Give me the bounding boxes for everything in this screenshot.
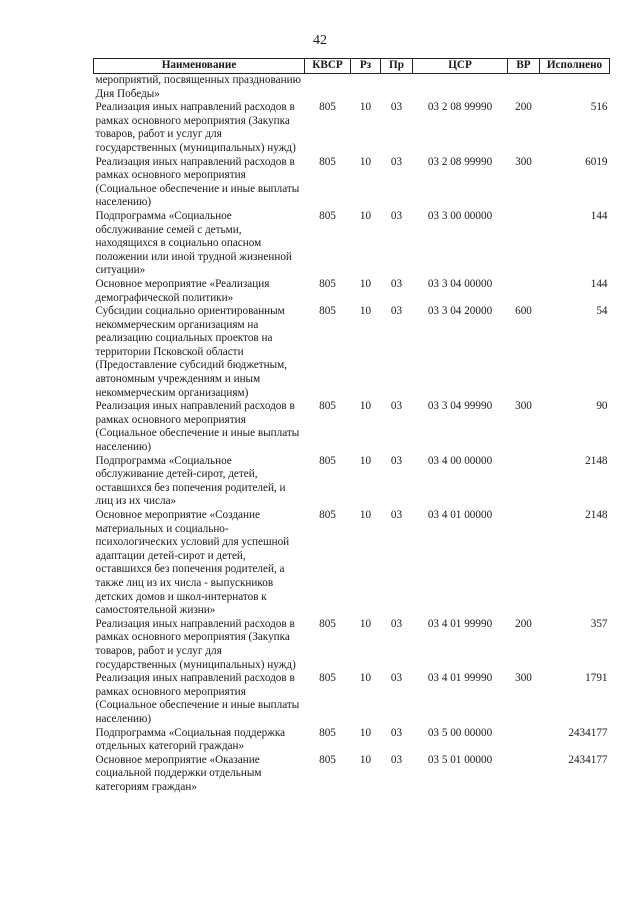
cell-vr	[508, 74, 540, 102]
cell-executed: 144	[590, 277, 608, 290]
cell-rz: 10	[359, 209, 372, 222]
cell-pr: 03	[390, 209, 403, 222]
cell-pr: 03	[390, 617, 403, 630]
table-row	[94, 618, 610, 672]
cell-kvsr: 805	[319, 305, 336, 318]
cell-name: Реализация иных направлений расходов в рамках основного мероприятия (Закупка товаров, работ и услуг для государственных (муниципальных) нужд)	[95, 101, 296, 154]
cell-rz: 10	[359, 509, 372, 521]
cell-name: Реализация иных направлений расходов в рамках основного мероприятия (Социальное обеспечение и иные выплаты населению)	[95, 400, 300, 454]
cell-executed	[540, 74, 610, 102]
header-rz: Рз	[351, 59, 381, 74]
cell-executed: 2148	[585, 509, 608, 521]
cell-vr: 300	[515, 155, 532, 168]
cell-name: Подпрограмма «Социальное обслуживание семей с детьми, находящихся в социально опасном положении или иной трудной жизненной ситуации»	[95, 209, 292, 277]
cell-csr: 03 5 01 00000	[427, 753, 493, 766]
table-row	[94, 278, 610, 305]
cell-csr: 03 4 01 99990	[427, 617, 493, 630]
cell-executed: 1791	[585, 672, 608, 685]
cell-vr	[508, 455, 540, 509]
cell-rz: 10	[359, 277, 372, 290]
cell-kvsr: 805	[319, 509, 336, 521]
cell-pr: 03	[390, 454, 403, 467]
cell-csr: 03 3 04 00000	[427, 277, 493, 290]
cell-rz: 10	[359, 726, 372, 739]
cell-kvsr: 805	[319, 672, 336, 685]
cell-rz	[351, 74, 381, 102]
cell-pr: 03	[390, 400, 403, 413]
cell-vr: 200	[515, 617, 532, 630]
cell-rz: 10	[359, 454, 372, 467]
header-kvsr: КВСР	[305, 59, 351, 74]
cell-csr: 03 4 01 00000	[427, 509, 493, 521]
cell-executed: 2434177	[568, 726, 608, 739]
cell-csr: 03 3 00 00000	[427, 209, 493, 222]
cell-kvsr: 805	[319, 726, 336, 739]
table-row	[94, 727, 610, 754]
cell-name: Реализация иных направлений расходов в рамках основного мероприятия (Закупка товаров, работ и услуг для государственных (муниципальных) нужд)	[95, 617, 296, 671]
cell-name: мероприятий, посвященных празднованию Дня Победы»	[95, 74, 301, 100]
cell-csr: 03 2 08 99990	[427, 101, 493, 114]
table-row	[94, 672, 610, 726]
cell-executed: 54	[596, 305, 608, 318]
table-row	[94, 74, 610, 102]
cell-pr: 03	[390, 155, 403, 168]
cell-csr: 03 2 08 99990	[427, 155, 493, 168]
cell-vr	[508, 210, 540, 278]
cell-executed: 2148	[585, 454, 608, 467]
table-row	[94, 305, 610, 400]
cell-kvsr: 805	[319, 155, 336, 168]
cell-pr: 03	[390, 277, 403, 290]
cell-csr: 03 3 04 20000	[427, 305, 493, 318]
table-row	[94, 509, 610, 618]
cell-name: Подпрограмма «Социальная поддержка отдельных категорий граждан»	[95, 726, 286, 753]
cell-rz: 10	[359, 617, 372, 630]
cell-name: Реализация иных направлений расходов в рамках основного мероприятия (Социальное обеспечение и иные выплаты населению)	[95, 155, 300, 209]
table-row	[94, 210, 610, 278]
cell-kvsr: 805	[319, 454, 336, 467]
cell-kvsr	[305, 74, 351, 102]
cell-vr: 300	[515, 672, 532, 685]
cell-pr: 03	[390, 726, 403, 739]
cell-csr: 03 5 00 00000	[427, 726, 493, 739]
cell-name: Основное мероприятие «Реализация демографической политики»	[95, 277, 270, 304]
cell-vr	[508, 509, 540, 618]
cell-rz: 10	[359, 400, 372, 413]
cell-csr: 03 3 04 99990	[427, 400, 493, 413]
cell-vr: 600	[515, 305, 532, 318]
cell-csr	[413, 74, 508, 102]
budget-table	[93, 58, 610, 794]
table-row	[94, 400, 610, 454]
cell-vr: 300	[515, 400, 532, 413]
cell-executed: 2434177	[568, 753, 608, 766]
cell-kvsr: 805	[319, 277, 336, 290]
cell-kvsr: 805	[319, 617, 336, 630]
cell-csr: 03 4 01 99990	[427, 672, 493, 685]
cell-executed: 357	[590, 617, 608, 630]
cell-vr	[508, 754, 540, 795]
page-number: 42	[313, 33, 327, 48]
cell-pr: 03	[390, 305, 403, 318]
header-vr: ВР	[508, 59, 540, 74]
cell-executed: 6019	[585, 155, 608, 168]
cell-vr	[508, 278, 540, 305]
cell-pr: 03	[390, 672, 403, 685]
cell-rz: 10	[359, 753, 372, 766]
cell-executed: 144	[590, 209, 608, 222]
cell-kvsr: 805	[319, 753, 336, 766]
cell-vr	[508, 727, 540, 754]
header-pr: Пр	[381, 59, 413, 74]
header-executed: Исполнено	[540, 59, 610, 74]
header-name: Наименование	[94, 59, 305, 74]
cell-rz: 10	[359, 672, 372, 685]
cell-csr: 03 4 00 00000	[427, 454, 493, 467]
cell-name: Субсидии социально ориентированным некоммерческим организациям на реализацию социальных проектов на территории Псковской области (Предоставление субсидий бюджетным, автономным учреждениям и иным некоммерческим организациям)	[95, 305, 288, 399]
cell-kvsr: 805	[319, 209, 336, 222]
cell-name: Основное мероприятие «Оказание социальной поддержки отдельным категориям граждан»	[95, 753, 262, 793]
table-row	[94, 455, 610, 509]
cell-executed: 516	[590, 101, 608, 114]
cell-name: Основное мероприятие «Создание материальных и социально-психологических условий для успешной адаптации детей-сирот и детей, оставшихся без попечения родителей, а также лиц из их числа - выпускников детских домов и школ-интернатов к самостоятельной жизни»	[95, 509, 290, 617]
table-row	[94, 101, 610, 155]
cell-pr	[381, 74, 413, 102]
table-row	[94, 156, 610, 210]
header-csr: ЦСР	[413, 59, 508, 74]
cell-executed: 90	[596, 400, 608, 413]
cell-pr: 03	[390, 753, 403, 766]
cell-rz: 10	[359, 305, 372, 318]
cell-kvsr: 805	[319, 101, 336, 114]
cell-kvsr: 805	[319, 400, 336, 413]
table-row	[94, 754, 610, 795]
cell-name: Реализация иных направлений расходов в рамках основного мероприятия (Социальное обеспечение и иные выплаты населению)	[95, 672, 300, 725]
table-header-row	[94, 59, 610, 74]
cell-rz: 10	[359, 101, 372, 114]
cell-name: Подпрограмма «Социальное обслуживание детей-сирот, детей, оставшихся без попечения родителей, и лиц из их числа»	[95, 454, 286, 508]
cell-vr: 200	[515, 101, 532, 114]
cell-rz: 10	[359, 155, 372, 168]
cell-pr: 03	[390, 509, 403, 521]
cell-pr: 03	[390, 101, 403, 114]
